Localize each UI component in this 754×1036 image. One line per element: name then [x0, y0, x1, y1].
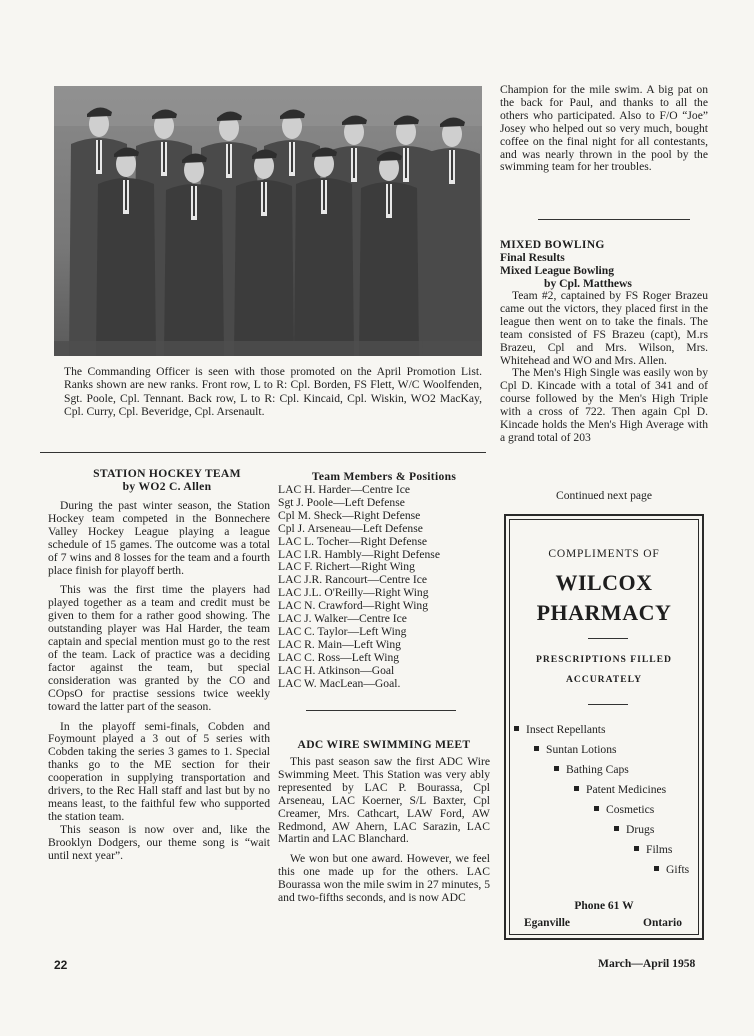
list-item: LAC C. Ross—Left Wing	[278, 650, 400, 664]
ad-divider	[588, 704, 628, 705]
ad-phone: Phone 61 W	[574, 900, 634, 912]
list-item: Cpl M. Sheck—Right Defense	[278, 508, 421, 522]
ad-item	[534, 743, 617, 756]
square-bullet-icon	[634, 846, 639, 851]
list-item: LAC N. Crawford—Right Wing	[278, 599, 429, 613]
ad-tagline: PRESCRIPTIONS FILLED	[536, 654, 672, 665]
swim-title: ADC WIRE SWIMMING MEET	[297, 738, 471, 751]
bowling-subtitle: Mixed League Bowling	[500, 264, 615, 277]
square-bullet-icon	[614, 826, 619, 831]
hockey-paragraph: This was the first time the players had played together as a team and credit must be given to them for a rather good showing. The outstanding player was Hal Harder, the team captain and special mention must go to the rest of the team. Lack of practice was a deciding factor against the team, but special consideration was granted by the CO and COpsO for practise sessions twice weekly toward the latter part of the season.	[48, 583, 270, 713]
bowling-paragraph: The Men's High Single was easily won by Cpl D. Kincade with a total of 341 and of course followed by the Men's High Triple with a cross of 722. Then again Cpl D. Kincade holds the Men's High Average with a grand total of 203	[500, 366, 708, 444]
group-photo	[54, 86, 482, 356]
group-photo-image	[54, 86, 482, 356]
page-number: 22	[54, 958, 68, 972]
ad-business-name: PHARMACY	[536, 600, 672, 625]
pharmacy-advertisement	[504, 514, 704, 940]
list-item: LAC J.R. Rancourt—Centre Ice	[278, 573, 428, 587]
square-bullet-icon	[594, 806, 599, 811]
ad-business-name: WILCOX	[555, 570, 653, 595]
square-bullet-icon	[534, 746, 539, 751]
bowling-paragraph: Team #2, captained by FS Roger Brazeu came out the victors, they placed first in the league then went on to take the finals. The team consisted of FS Brazeu (capt), M.rs Brazeu, Cpl and Mrs. Wilson, Mrs. Whitehead and WO and Mrs. Allen.	[500, 289, 708, 367]
ad-item	[514, 723, 606, 736]
ad-tagline: ACCURATELY	[565, 674, 643, 685]
ad-item-label: Bathing Caps	[566, 763, 629, 776]
ad-item-label: Films	[646, 843, 673, 856]
ad-item	[554, 763, 629, 776]
list-item: LAC I.R. Hambly—Right Defense	[278, 547, 440, 561]
list-item: LAC C. Taylor—Left Wing	[278, 624, 407, 638]
square-bullet-icon	[574, 786, 579, 791]
person-silhouette	[422, 117, 482, 356]
ad-compliments: COMPLIMENTS OF	[548, 548, 660, 560]
list-item: LAC L. Tocher—Right Defense	[278, 534, 428, 548]
list-item: Cpl J. Arseneau—Left Defense	[278, 521, 423, 535]
ad-item-label: Drugs	[626, 823, 655, 836]
ad-item-label: Gifts	[666, 863, 690, 876]
list-item: Sgt J. Poole—Left Defense	[278, 495, 405, 509]
photo-caption: The Commanding Officer is seen with those promoted on the April Promotion List. Ranks shown are new ranks. Front row, L to R: Cpl. Borden, FS Flett, W/C Woolfenden, Sgt. Poole, Cpl. Tennant. Back row, L to R: Cpl. Kincaid, Cpl. Wiskin, WO2 MacKay, Cpl. Curry, Cpl. Beveridge, Cpl. Arsenault.	[64, 365, 482, 419]
hockey-paragraph: This season is now over and, like the Brooklyn Dodgers, our theme song is “wait until next year”.	[48, 822, 270, 862]
roster-title: Team Members & Positions	[311, 470, 457, 483]
list-item: LAC R. Main—Left Wing	[278, 637, 401, 651]
ad-item	[654, 863, 689, 876]
ad-item	[574, 783, 666, 796]
ad-item-label: Insect Repellants	[526, 723, 606, 736]
ad-item-label: Suntan Lotions	[546, 743, 617, 756]
bowling-heading	[500, 238, 708, 290]
hockey-paragraph: During the past winter season, the Station Hockey team competed in the Bonnechere Valley Hockey League playing a league schedule of 15 games. The outcome was a total of 7 wins and 8 losses for the team and a fourth place finish for playoff berth.	[48, 499, 270, 577]
ad-item	[614, 823, 654, 836]
swim-paragraph: This past season saw the first ADC Wire Swimming Meet. This Station was very ably represented by LAC P. Bourassa, Cpl Arseneau, LAC Koerner, S/L Baxter, Cpl Creamer, Mrs. Cathcart, LAW Ford, AW Redmond, AW Ahern, LAC Sarazin, LAC Martin and LAC Blanchard.	[278, 755, 490, 846]
divider-under-caption	[40, 452, 486, 453]
bowling-subtitle: Final Results	[500, 251, 565, 264]
square-bullet-icon	[654, 866, 659, 871]
list-item: LAC J.L. O'Reilly—Right Wing	[278, 586, 429, 600]
continued-note: Continued next page	[556, 489, 652, 502]
ad-divider	[588, 638, 628, 639]
ad-item	[594, 803, 654, 816]
square-bullet-icon	[514, 726, 519, 731]
ad-province: Ontario	[643, 917, 682, 929]
bowling-title: MIXED BOWLING	[500, 238, 605, 251]
divider-middle	[306, 710, 456, 711]
ad-town: Eganville	[524, 917, 571, 929]
hockey-paragraph: In the playoff semi-finals, Cobden and Foymount played a 3 out of 5 series with Cobden taking the series 3 games to 1. Special thanks go to the ME section for their cooperation in supplying transportation and drivers, to the Rec Hall staff and last but by no means least, to the faithful few who supported the station team.	[48, 719, 270, 823]
hockey-byline: by WO2 C. Allen	[122, 480, 212, 493]
bowling-byline: by Cpl. Matthews	[544, 277, 632, 290]
swim-continuation-text: Champion for the mile swim. A big pat on the back for Paul, and thanks to all the others who participated. Also to F/O “Joe” Josey who helped out so very much, bought coffee on the final night for all contestants, and was nearly thrown in the pool by the swimming team for her troubles.	[500, 83, 708, 174]
roster-list	[278, 484, 490, 691]
divider-right	[538, 219, 690, 220]
bowling-article	[500, 290, 708, 445]
hockey-article	[48, 500, 270, 862]
issue-date: March—April 1958	[598, 957, 696, 970]
list-item: LAC H. Harder—Centre Ice	[278, 483, 410, 496]
ad-item	[634, 843, 672, 856]
list-item: LAC J. Walker—Centre Ice	[278, 612, 407, 626]
ad-item-label: Patent Medicines	[586, 783, 667, 796]
list-item: LAC F. Richert—Right Wing	[278, 560, 415, 574]
square-bullet-icon	[554, 766, 559, 771]
ad-item-label: Cosmetics	[606, 803, 655, 816]
hockey-title: STATION HOCKEY TEAM	[93, 467, 241, 480]
swim-article	[278, 756, 490, 905]
list-item: LAC H. Atkinson—Goal	[278, 663, 395, 677]
swim-paragraph: We won but one award. However, we feel this one made up for the others. LAC Bourassa won the mile swim in 27 minutes, 5 and two-fifths seconds, and is now ADC	[278, 852, 490, 905]
swim-continuation	[500, 84, 708, 174]
list-item: LAC W. MacLean—Goal.	[278, 676, 401, 690]
